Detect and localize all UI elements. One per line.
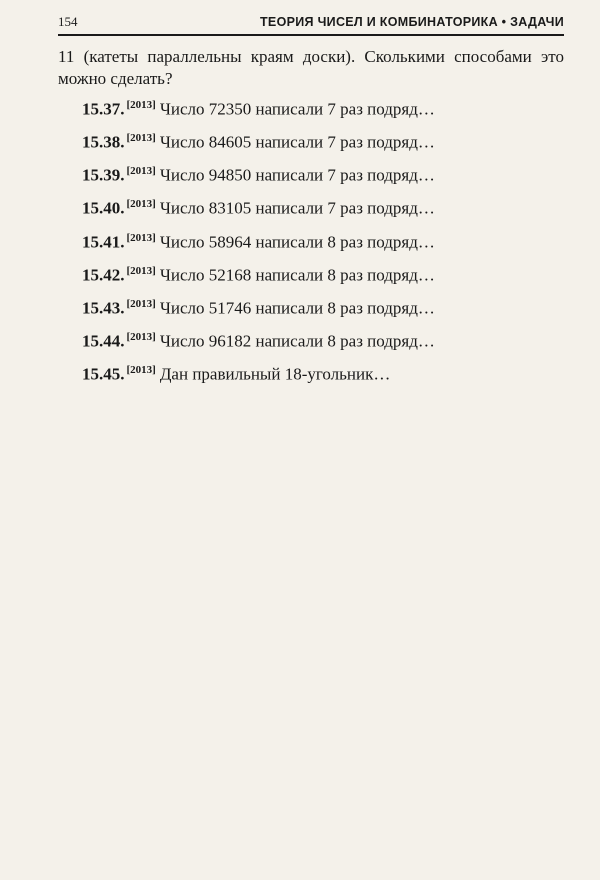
problem-number: 15.40. bbox=[82, 199, 125, 219]
problem-item bbox=[58, 95, 564, 120]
problem-text: Число 58964 написали 8 раз подряд… bbox=[159, 232, 435, 252]
page-header bbox=[58, 14, 564, 34]
problem-number: 15.41. bbox=[82, 232, 125, 252]
problem-item bbox=[58, 228, 564, 253]
problem-year: [2013] bbox=[126, 331, 156, 344]
problem-text: Число 52168 написали 8 раз подряд… bbox=[159, 265, 435, 285]
problem-number: 15.42. bbox=[82, 265, 125, 285]
problem-text: Число 72350 написали 7 раз подряд… bbox=[159, 99, 435, 119]
header-rule bbox=[58, 34, 564, 36]
problem-number: 15.44. bbox=[82, 331, 125, 351]
problem-item bbox=[58, 294, 564, 319]
problem-year: [2013] bbox=[126, 364, 156, 377]
problem-list bbox=[58, 95, 564, 385]
problem-item bbox=[58, 261, 564, 286]
problem-item bbox=[58, 360, 564, 385]
problem-number: 15.39. bbox=[82, 165, 125, 185]
problem-text: Число 51746 написали 8 раз подряд… bbox=[159, 298, 435, 318]
problem-year: [2013] bbox=[126, 132, 156, 145]
problem-text: Дан правильный 18-угольник… bbox=[159, 364, 391, 384]
problem-year: [2013] bbox=[126, 231, 156, 244]
problem-text: Число 84605 написали 7 раз подряд… bbox=[159, 132, 435, 152]
page-number: 154 bbox=[58, 14, 78, 29]
problem-item bbox=[58, 161, 564, 186]
problem-year: [2013] bbox=[126, 99, 156, 111]
problem-number: 15.45. bbox=[82, 364, 125, 384]
problem-text: Число 96182 написали 8 раз подряд… bbox=[159, 331, 435, 351]
problem-year: [2013] bbox=[126, 198, 156, 211]
problem-year: [2013] bbox=[126, 264, 156, 277]
problem-number: 15.43. bbox=[82, 298, 125, 318]
lead-in-text: 11 (катеты параллельны краям доски). Сколькими способами это можно сделать? bbox=[58, 47, 564, 88]
problem-item bbox=[58, 327, 564, 352]
problem-year: [2013] bbox=[126, 297, 156, 310]
problem-text: Число 94850 написали 7 раз подряд… bbox=[159, 165, 435, 185]
running-title: ТЕОРИЯ ЧИСЕЛ И КОМБИНАТОРИКА • ЗАДАЧИ bbox=[260, 15, 564, 29]
page-body bbox=[58, 46, 564, 385]
problem-number: 15.37. bbox=[82, 99, 125, 119]
problem-item bbox=[58, 194, 564, 219]
problem-year: [2013] bbox=[126, 165, 156, 178]
problem-text: Число 83105 написали 7 раз подряд… bbox=[159, 199, 435, 219]
problem-number: 15.38. bbox=[82, 132, 125, 152]
problem-item bbox=[58, 128, 564, 153]
